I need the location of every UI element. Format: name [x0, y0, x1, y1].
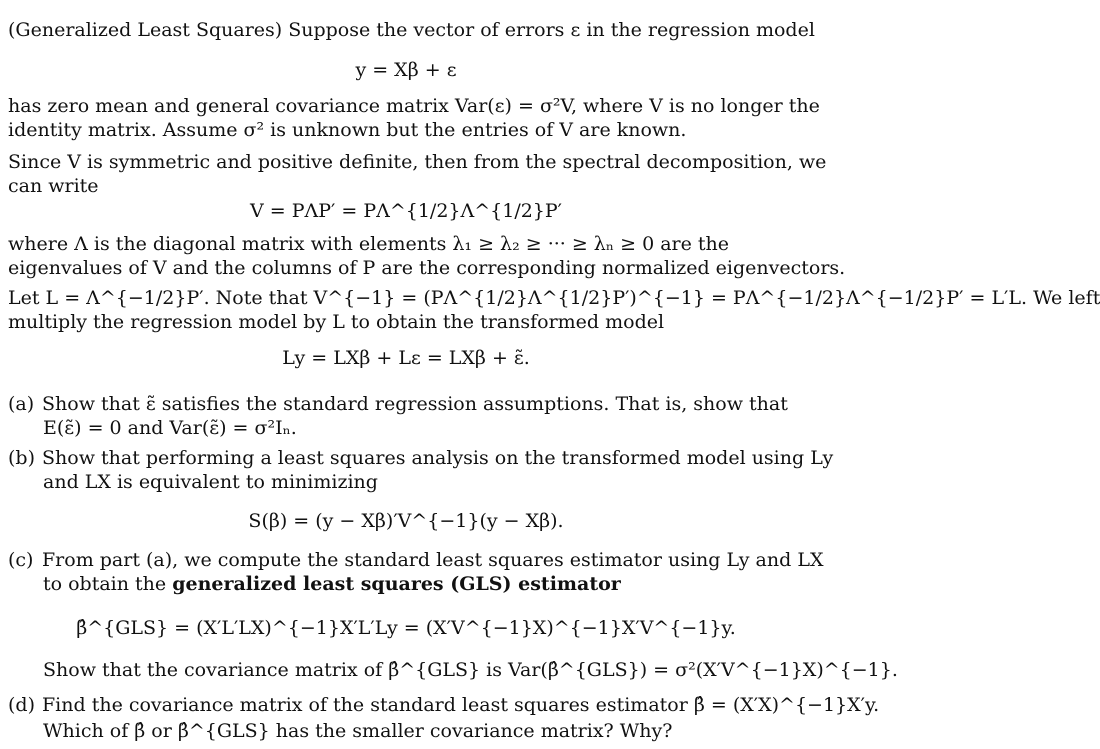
part-c	[8, 548, 824, 572]
part-d	[8, 693, 880, 717]
paragraph-2-line-1: Since V is symmetric and positive definite, then from the spectral decomposition, we	[8, 151, 827, 173]
part-b	[8, 446, 834, 470]
paragraph-2-line-2: can write	[8, 175, 99, 197]
part-d-line-2: Which of β̂ or β̂^{GLS} has the smaller covariance matrix? Why?	[43, 720, 673, 742]
part-a-line-2: E(ε̃) = 0 and Var(ε̃) = σ²Iₙ.	[43, 417, 297, 439]
paragraph-3-line-4: multiply the regression model by L to obtain the transformed model	[8, 311, 665, 333]
paragraph-1-line-2: identity matrix. Assume σ² is unknown but the entries of V are known.	[8, 119, 687, 141]
part-c-line-2	[43, 572, 803, 596]
part-c-line-3: Show that the covariance matrix of β̂^{GLS} is Var(β̂^{GLS}) = σ²(X′V^{−1}X)^{−1}.	[43, 659, 898, 681]
part-b-line-1: Show that performing a least squares analysis on the transformed model using Ly	[42, 447, 834, 469]
paragraph-3-line-3: Let L = Λ^{−1/2}P′. Note that V^{−1} = (PΛ^{1/2}Λ^{1/2}P′)^{−1} = PΛ^{−1/2}Λ^{−1/2}P′ = L′L. We left	[8, 287, 1100, 309]
equation-s: S(β) = (y − Xβ)′V^{−1}(y − Xβ).	[248, 510, 564, 532]
part-d-line-1: Find the covariance matrix of the standard least squares estimator β̂ = (X′X)^{−1}X′y.	[42, 694, 880, 716]
part-c-line-1: From part (a), we compute the standard least squares estimator using Ly and LX	[42, 549, 824, 571]
gls-term: generalized least squares (GLS) estimator	[172, 573, 621, 595]
part-a-line-1: Show that ε̃ satisfies the standard regression assumptions. That is, show that	[42, 393, 788, 415]
part-d-label: (d)	[8, 694, 35, 716]
paragraph-3-line-2: eigenvalues of V and the columns of P are the corresponding normalized eigenvectors.	[8, 257, 846, 279]
paragraph-3-line-1: where Λ is the diagonal matrix with elements λ₁ ≥ λ₂ ≥ ··· ≥ λₙ ≥ 0 are the	[8, 233, 730, 255]
part-c-line-2-text: to obtain the	[43, 573, 167, 595]
part-c-label: (c)	[8, 549, 34, 571]
part-a	[8, 392, 794, 416]
equation-gls: β̂^{GLS} = (X′L′LX)^{−1}X′L′Ly = (X′V^{−1}X)^{−1}X′V^{−1}y.	[76, 617, 736, 639]
part-a-label: (a)	[8, 393, 35, 415]
intro-line-1: (Generalized Least Squares) Suppose the vector of errors ε in the regression model	[8, 19, 815, 41]
part-b-line-2: and LX is equivalent to minimizing	[43, 471, 378, 493]
equation-spectral: V = PΛP′ = PΛ^{1/2}Λ^{1/2}P′	[250, 200, 562, 222]
equation-model: y = Xβ + ε	[355, 59, 457, 81]
part-b-label: (b)	[8, 447, 35, 469]
paragraph-1-line-1: has zero mean and general covariance matrix Var(ε) = σ²V, where V is no longer the	[8, 95, 820, 117]
equation-transformed: Ly = LXβ + Lε = LXβ + ε̃.	[282, 347, 530, 369]
